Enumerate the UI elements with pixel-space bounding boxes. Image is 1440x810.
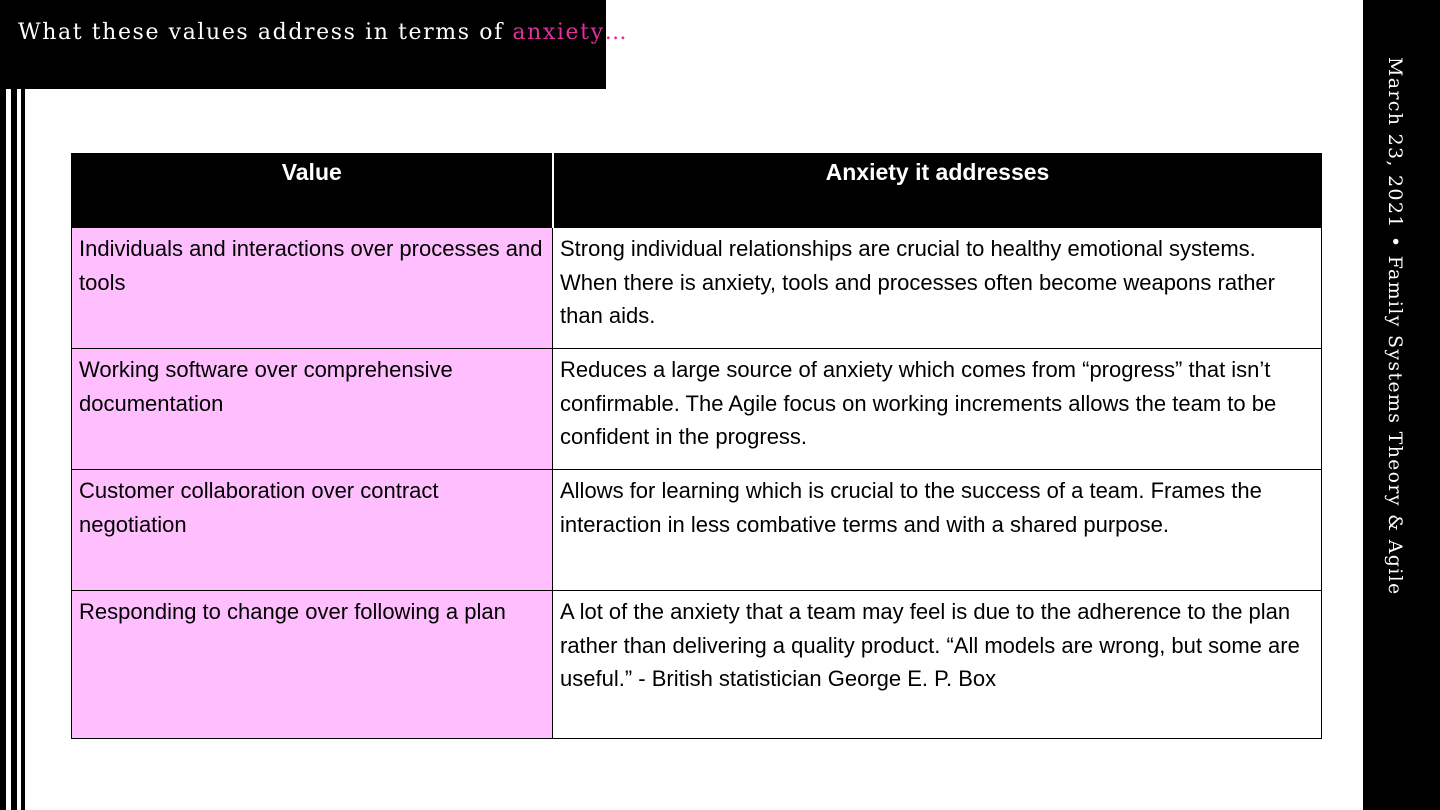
table-row bbox=[72, 349, 1322, 470]
table-row bbox=[72, 470, 1322, 591]
left-stripe bbox=[11, 89, 17, 810]
header-anxiety: Anxiety it addresses bbox=[553, 153, 1322, 228]
anxiety-cell: Allows for learning which is crucial to the success of a team. Frames the interaction in less combative terms and with a shared purpose. bbox=[553, 470, 1322, 591]
slide-title-accent: anxiety… bbox=[512, 20, 629, 45]
slide-title bbox=[18, 20, 628, 45]
value-cell: Responding to change over following a plan bbox=[72, 591, 553, 739]
side-date-caption: March 23, 2021 • Family Systems Theory & Agile bbox=[1384, 57, 1406, 596]
value-cell: Individuals and interactions over processes and tools bbox=[72, 228, 553, 349]
slide-title-prefix: What these values address in terms of bbox=[18, 20, 513, 45]
table-row bbox=[72, 591, 1322, 739]
title-bar bbox=[0, 0, 629, 89]
table-row bbox=[72, 228, 1322, 349]
header-value: Value bbox=[72, 153, 553, 228]
left-stripe bbox=[0, 89, 6, 810]
anxiety-cell: Strong individual relationships are crucial to healthy emotional systems. When there is anxiety, tools and processes often become weapons rather than aids. bbox=[553, 228, 1322, 349]
value-cell: Working software over comprehensive documentation bbox=[72, 349, 553, 470]
values-table bbox=[71, 153, 1322, 739]
left-stripe bbox=[21, 89, 25, 810]
table-header-row bbox=[72, 153, 1322, 228]
value-cell: Customer collaboration over contract negotiation bbox=[72, 470, 553, 591]
anxiety-cell: Reduces a large source of anxiety which comes from “progress” that isn’t confirmable. The Agile focus on working increments allows the team to be confident in the progress. bbox=[553, 349, 1322, 470]
anxiety-cell: A lot of the anxiety that a team may feel is due to the adherence to the plan rather than delivering a quality product. “All models are wrong, but some are useful.” - British statistician George E. P. Box bbox=[553, 591, 1322, 739]
